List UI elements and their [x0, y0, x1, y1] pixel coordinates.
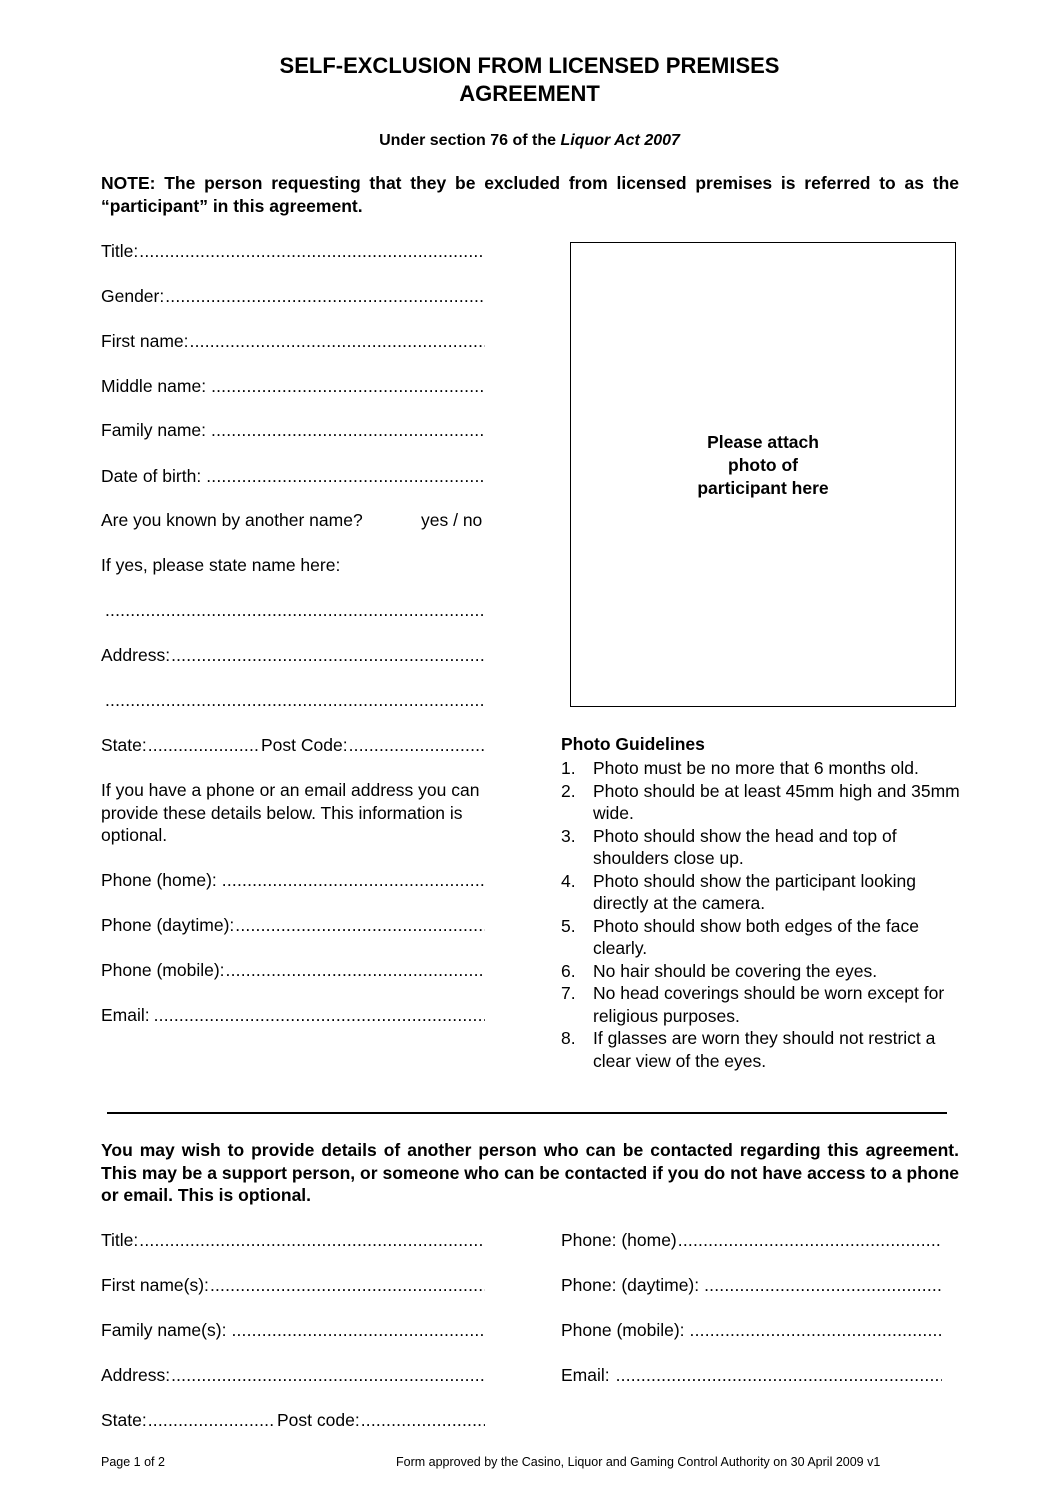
phone-intro: If you have a phone or an email address you can provide these details below. This information is optional. — [101, 780, 480, 845]
gender-field[interactable] — [101, 285, 485, 307]
first-name-label: First name: — [101, 331, 189, 351]
contact-family-names-dots — [231, 1319, 485, 1341]
guideline-item — [561, 825, 961, 870]
guideline-item — [561, 1027, 961, 1072]
address-line2[interactable] — [104, 689, 485, 711]
guideline-number: 5. — [561, 915, 576, 936]
guideline-number: 6. — [561, 960, 576, 981]
title-label: Title: — [101, 241, 139, 261]
dob-field[interactable] — [101, 465, 485, 487]
photo-attachment-box[interactable] — [570, 242, 956, 707]
guideline-number: 1. — [561, 758, 576, 778]
phone-daytime-label: Phone (daytime): — [101, 915, 235, 935]
contact-first-names-dots — [210, 1274, 485, 1296]
email-dots — [154, 1004, 485, 1026]
guideline-item — [561, 870, 961, 915]
address-label: Address: — [101, 645, 171, 665]
contact-phone-mobile-field[interactable] — [561, 1319, 942, 1341]
family-name-field[interactable] — [101, 419, 485, 441]
guideline-item — [561, 960, 961, 983]
guideline-text: Photo must be no more that 6 months old. — [593, 758, 919, 778]
first-name-field[interactable] — [101, 330, 485, 352]
contact-phone-mobile-dots — [690, 1319, 942, 1341]
address-dots — [171, 644, 485, 666]
phone-mobile-field[interactable] — [101, 959, 485, 981]
guideline-text: Photo should show the head and top of shoulders close up. — [593, 825, 897, 868]
other-name-question: Are you known by another name? — [101, 510, 363, 530]
approval-note: Form approved by the Casino, Liquor and Gaming Control Authority on 30 April 2009 v1 — [396, 1455, 881, 1469]
photo-guidelines-list — [561, 757, 961, 1072]
guideline-number: 3. — [561, 825, 576, 846]
contact-title-label: Title: — [101, 1230, 139, 1250]
contact-email-label: Email: — [561, 1365, 610, 1385]
phone-mobile-dots — [226, 959, 485, 981]
contact-state-field[interactable] — [101, 1409, 275, 1431]
guideline-text: Photo should show both edges of the face clearly. — [593, 915, 919, 958]
middle-name-label: Middle name: — [101, 376, 207, 396]
subtitle-act-name: Liquor Act 2007 — [560, 132, 680, 149]
other-name-line[interactable] — [104, 599, 485, 621]
other-name-options[interactable]: yes / no — [421, 510, 483, 530]
guideline-number: 4. — [561, 870, 576, 891]
phone-daytime-field[interactable] — [101, 914, 485, 936]
email-field[interactable] — [101, 1004, 485, 1026]
guideline-text: Photo should be at least 45mm high and 35mm wide. — [593, 780, 960, 823]
gender-label: Gender: — [101, 286, 165, 306]
contact-postcode-field[interactable] — [277, 1409, 485, 1431]
page-number: Page 1 of 2 — [101, 1455, 165, 1469]
contact-phone-home-dots — [678, 1229, 942, 1251]
phone-home-field[interactable] — [101, 869, 485, 891]
contact-family-names-label: Family name(s): — [101, 1320, 227, 1340]
phone-home-dots — [222, 869, 485, 891]
phone-home-label: Phone (home): — [101, 870, 217, 890]
contact-address-label: Address: — [101, 1365, 171, 1385]
contact-phone-mobile-label: Phone (mobile): — [561, 1320, 685, 1340]
participant-note: NOTE: The person requesting that they be excluded from licensed premises is referred to as the “participant” in this agreement. — [101, 173, 959, 216]
contact-first-names-label: First name(s): — [101, 1275, 209, 1295]
contact-address-field[interactable] — [101, 1364, 485, 1386]
postcode-field[interactable] — [261, 734, 485, 756]
form-title-line1: SELF-EXCLUSION FROM LICENSED PREMISES — [279, 53, 780, 78]
contact-phone-home-field[interactable] — [561, 1229, 942, 1251]
state-dots — [148, 734, 259, 756]
form-title-line2: AGREEMENT — [459, 81, 600, 106]
title-field[interactable] — [101, 240, 485, 262]
middle-name-dots — [211, 375, 485, 397]
dob-label: Date of birth: — [101, 466, 202, 486]
photo-placeholder-line3: participant here — [697, 478, 829, 498]
family-name-label: Family name: — [101, 420, 207, 440]
phone-mobile-label: Phone (mobile): — [101, 960, 225, 980]
contact-email-dots — [616, 1364, 942, 1386]
photo-placeholder-line1: Please attach — [707, 432, 819, 452]
guideline-item — [561, 915, 961, 960]
title-dots — [139, 240, 485, 262]
middle-name-field[interactable] — [101, 375, 485, 397]
form-subtitle — [0, 132, 1059, 150]
contact-person-note: You may wish to provide details of another person who can be contacted regarding this agreement. This may be a support person, or someone who can be contacted if you do not have access to a phone or email. This is optional. — [101, 1140, 959, 1205]
phone-daytime-dots — [235, 914, 485, 936]
guideline-text: Photo should show the participant looking directly at the camera. — [593, 870, 916, 913]
contact-title-dots — [139, 1229, 485, 1251]
guideline-item — [561, 757, 961, 780]
guideline-text: No hair should be covering the eyes. — [593, 960, 878, 981]
contact-phone-daytime-field[interactable] — [561, 1274, 942, 1296]
photo-placeholder-line2: photo of — [728, 455, 798, 475]
contact-family-names-field[interactable] — [101, 1319, 485, 1341]
family-name-dots — [211, 419, 485, 441]
contact-state-dots — [148, 1409, 275, 1431]
photo-placeholder-text — [571, 431, 955, 500]
other-name-prompt: If yes, please state name here: — [101, 555, 341, 575]
guideline-number: 8. — [561, 1028, 576, 1048]
guideline-text: If glasses are worn they should not restrict a clear view of the eyes. — [593, 1028, 936, 1071]
gender-dots — [165, 285, 485, 307]
contact-postcode-label: Post code: — [277, 1410, 360, 1430]
contact-postcode-dots — [361, 1409, 485, 1431]
other-name-dots — [105, 599, 485, 621]
guideline-number: 7. — [561, 983, 576, 1003]
contact-address-dots — [171, 1364, 485, 1386]
guideline-item — [561, 982, 961, 1027]
section-divider — [107, 1112, 947, 1114]
guideline-item — [561, 780, 961, 825]
state-label: State: — [101, 735, 147, 755]
contact-first-names-field[interactable] — [101, 1274, 485, 1296]
photo-guidelines-title: Photo Guidelines — [561, 734, 705, 754]
first-name-dots — [190, 330, 485, 352]
subtitle-prefix: Under section 76 of the — [379, 132, 561, 149]
address-line2-dots — [105, 689, 485, 711]
address-field[interactable] — [101, 644, 485, 666]
postcode-label: Post Code: — [261, 735, 348, 755]
contact-phone-daytime-label: Phone: (daytime): — [561, 1275, 700, 1295]
email-label: Email: — [101, 1005, 150, 1025]
state-field[interactable] — [101, 734, 259, 756]
dob-dots — [206, 465, 485, 487]
contact-email-field[interactable] — [561, 1364, 942, 1386]
postcode-dots — [349, 734, 485, 756]
contact-state-label: State: — [101, 1410, 147, 1430]
contact-phone-daytime-dots — [704, 1274, 942, 1296]
guideline-text: No head coverings should be worn except for religious purposes. — [593, 983, 945, 1026]
guideline-number: 2. — [561, 780, 576, 801]
contact-title-field[interactable] — [101, 1229, 485, 1251]
contact-phone-home-label: Phone: (home) — [561, 1230, 677, 1250]
